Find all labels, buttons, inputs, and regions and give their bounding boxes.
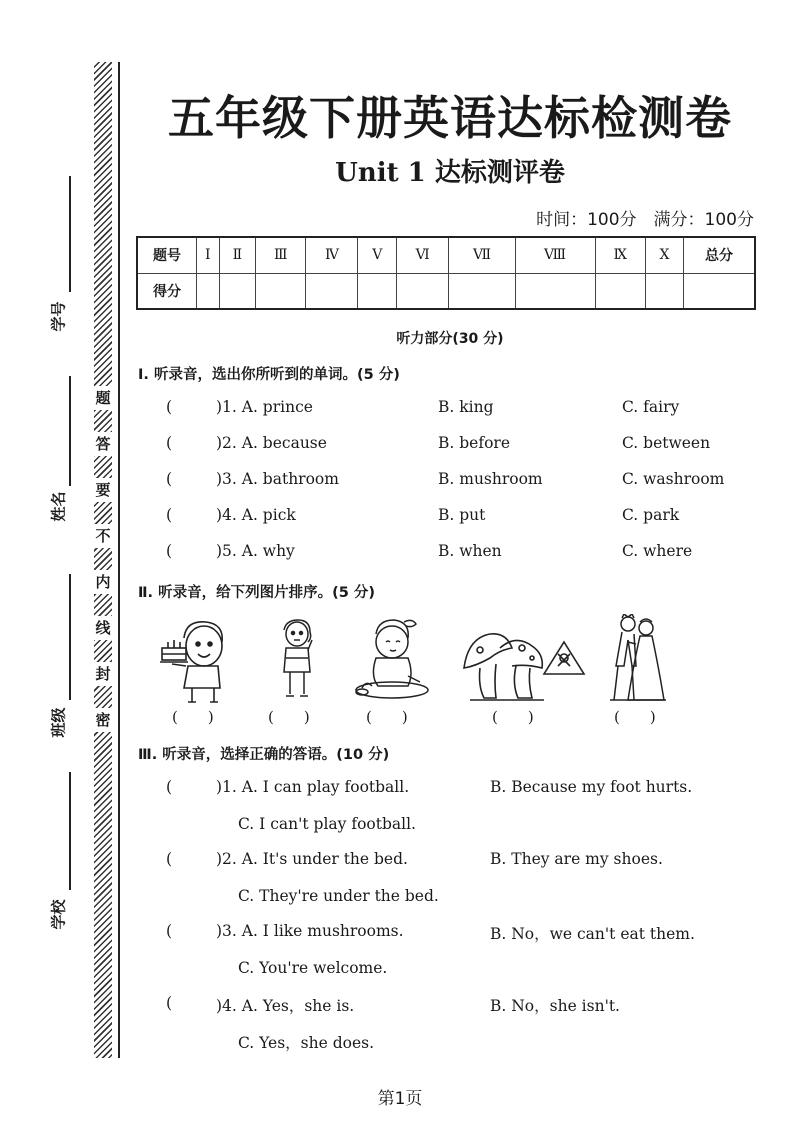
column-header: Ⅷ — [515, 237, 595, 273]
class-label: 班级 — [49, 707, 68, 738]
seal-char: 题 — [94, 386, 112, 410]
column-header: Ⅶ — [449, 237, 515, 273]
column-header: Ⅱ — [219, 237, 255, 273]
question-number-header: 题号 — [137, 237, 197, 273]
picture-order-slot[interactable]: ( ) — [614, 708, 656, 726]
seal-char: 答 — [94, 432, 112, 456]
seal-char: 密 — [94, 708, 112, 732]
listening-part-title: 听力部分(30 分) — [396, 331, 504, 347]
column-header: Ⅵ — [397, 237, 449, 273]
binding-line — [118, 62, 120, 1058]
picture-order-slot[interactable]: ( ) — [492, 708, 534, 726]
score-table-header-row — [137, 237, 755, 273]
binding-hatch — [94, 62, 112, 1058]
student-id-label: 学号 — [49, 301, 68, 332]
girl-thinking-icon — [272, 618, 322, 702]
seal-char: 内 — [94, 570, 112, 594]
page-title: 五年级下册英语达标检测卷 — [168, 91, 732, 145]
mushroom-warning-icon — [460, 624, 590, 704]
picture-order-slot[interactable]: ( ) — [366, 708, 408, 726]
seal-char: 封 — [94, 662, 112, 686]
name-label: 姓名 — [49, 491, 68, 522]
score-cell[interactable] — [306, 273, 358, 309]
total-header: 总分 — [684, 237, 756, 273]
score-cell[interactable] — [397, 273, 449, 309]
girl-planting-icon — [348, 616, 432, 702]
total-score-cell[interactable] — [684, 273, 756, 309]
boy-with-cake-icon — [158, 616, 238, 704]
school-field[interactable] — [69, 772, 71, 890]
page-subtitle: Unit 1 达标测评卷 — [335, 158, 565, 188]
score-cell[interactable] — [595, 273, 645, 309]
column-header: Ⅰ — [197, 237, 220, 273]
seal-char: 不 — [94, 524, 112, 548]
section-2-heading: Ⅱ. 听录音，给下列图片排序。(5 分) — [138, 585, 375, 601]
time-score-info: 时间：100分 满分：100分 — [536, 210, 754, 230]
score-cell[interactable] — [645, 273, 683, 309]
column-header: Ⅸ — [595, 237, 645, 273]
score-cell[interactable] — [449, 273, 515, 309]
column-header: Ⅹ — [645, 237, 683, 273]
column-header: Ⅴ — [358, 237, 397, 273]
school-label: 学校 — [49, 899, 68, 930]
page-number: 第1页 — [377, 1089, 423, 1109]
score-cell[interactable] — [219, 273, 255, 309]
picture-order-slot[interactable]: ( ) — [172, 708, 214, 726]
score-cell[interactable] — [197, 273, 220, 309]
seal-char: 要 — [94, 478, 112, 502]
score-cell[interactable] — [515, 273, 595, 309]
section-1-heading: Ⅰ. 听录音，选出你所听到的单词。(5 分) — [138, 367, 400, 383]
picture-order-slot[interactable]: ( ) — [268, 708, 310, 726]
student-id-field[interactable] — [69, 176, 71, 292]
column-header: Ⅳ — [306, 237, 358, 273]
section-3-heading: Ⅲ. 听录音，选择正确的答语。(10 分) — [138, 747, 390, 763]
score-cell[interactable] — [358, 273, 397, 309]
column-header: Ⅲ — [256, 237, 306, 273]
prince-and-princess-icon — [606, 614, 668, 704]
score-cell[interactable] — [256, 273, 306, 309]
score-header: 得分 — [137, 273, 197, 309]
class-field[interactable] — [69, 574, 71, 700]
name-field[interactable] — [69, 376, 71, 486]
score-table-score-row — [137, 273, 755, 309]
score-table — [136, 236, 756, 310]
seal-char: 线 — [94, 616, 112, 640]
